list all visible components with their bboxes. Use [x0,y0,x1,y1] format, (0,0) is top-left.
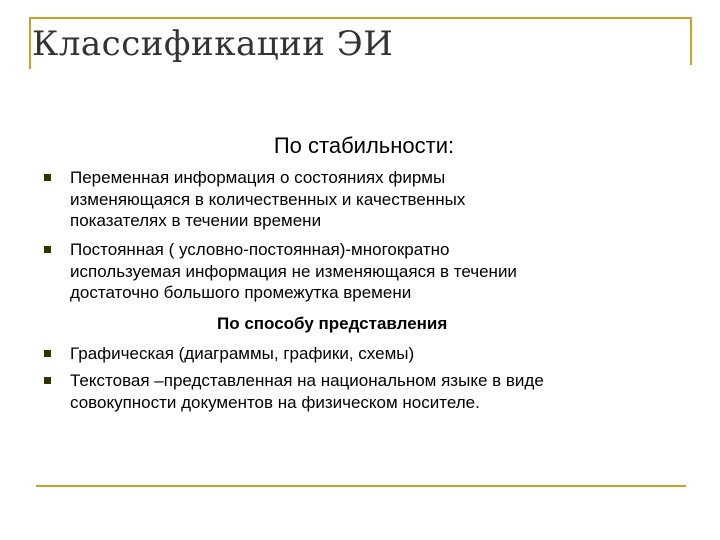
section-heading-stability: По стабильности: [273,133,455,158]
bullet-item-text [44,370,684,414]
bullet-line: Текстовая –представленная на национальном языке в виде [70,371,544,390]
left-divider-line [29,17,31,69]
right-divider-line [690,17,692,65]
bullet-text [70,343,690,365]
bullet-line: показателях в течении времени [70,211,322,230]
bullet-line: достаточно большого промежутка времени [70,283,412,302]
bullet-line: Графическая (диаграммы, графики, схемы) [70,344,415,363]
bottom-divider-line [36,485,686,487]
bullet-text [70,239,690,304]
bullet-text [70,167,690,232]
square-bullet-icon [44,246,51,253]
bullet-line: используемая информация не изменяющаяся в течении [70,261,517,281]
square-bullet-icon [44,350,51,357]
bullet-item-variable-info [44,167,684,233]
square-bullet-icon [44,174,51,181]
square-bullet-icon [44,377,51,384]
bullet-line: Переменная информация о состояниях фирмы [70,168,446,187]
top-divider-line [30,17,692,19]
bullet-item-graphic [44,343,684,367]
slide-title: Классификации ЭИ [32,24,394,64]
bullet-line: изменяющаяся в количественных и качественных [70,189,466,209]
bullet-line: совокупности документов на физическом носителе. [70,392,480,412]
bullet-item-constant-info [44,239,684,305]
bullet-text [70,370,690,413]
bullet-line: Постоянная ( условно-постоянная)-многократно [70,240,450,259]
section-heading-representation: По способу представления [217,314,448,333]
